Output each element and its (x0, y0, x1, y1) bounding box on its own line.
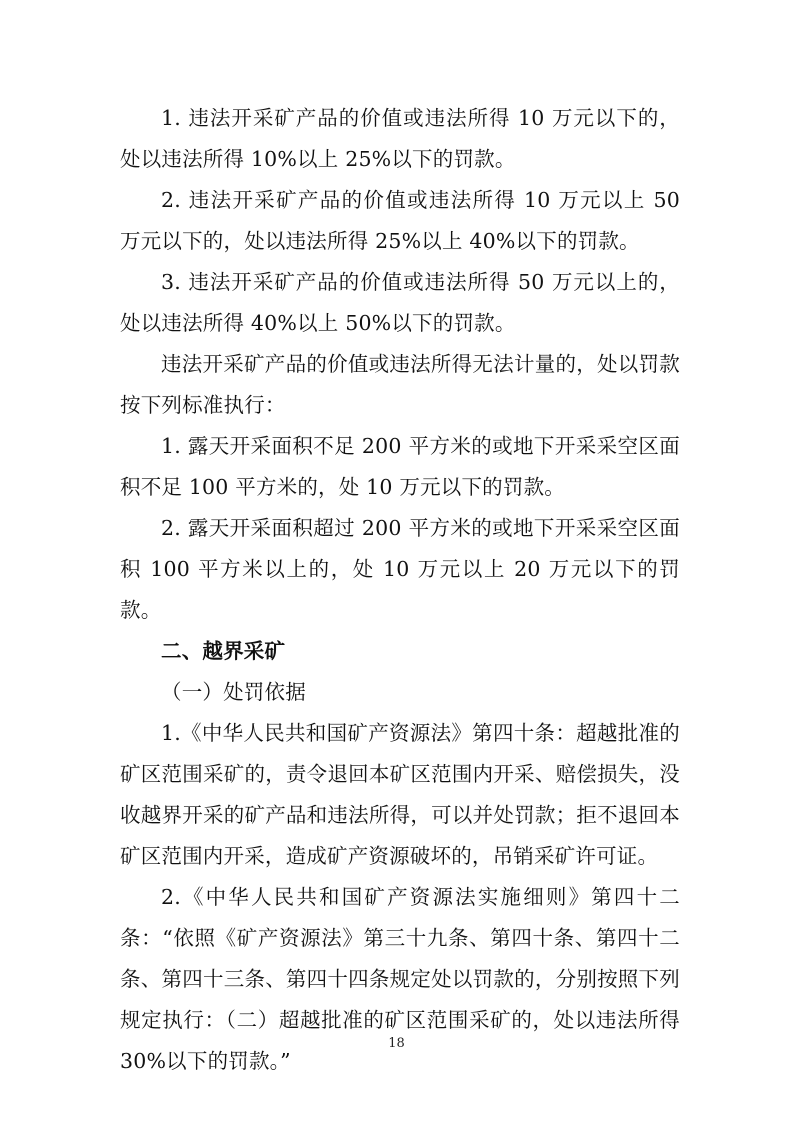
document-body (120, 98, 680, 1082)
penalty-rule-3: 3. 违法开采矿产品的价值或违法所得 50 万元以上的，处以违法所得 40%以上 50%以下的罚款。 (120, 270, 680, 335)
penalty-rule-2: 2. 违法开采矿产品的价值或违法所得 10 万元以上 50 万元以下的，处以违法所得 25%以上 40%以下的罚款。 (120, 188, 680, 253)
unmeasurable-value-intro: 违法开采矿产品的价值或违法所得无法计量的，处以罚款按下列标准执行： (120, 352, 680, 417)
area-rule-2: 2. 露天开采面积超过 200 平方米的或地下开采采空区面积 100 平方米以上的，处 10 万元以上 20 万元以下的罚款。 (120, 516, 680, 622)
section-heading: 二、越界采矿 (161, 639, 286, 663)
legal-basis-2: 2.《中华人民共和国矿产资源法实施细则》第四十二条：“依照《矿产资源法》第三十九条、第四十条、第四十二条、第四十三条、第四十四条规定处以罚款的，分别按照下列规定执行：（二）超越批准的矿区范围采矿的，处以违法所得 30%以下的罚款。” (120, 885, 680, 1073)
legal-basis-1: 1.《中华人民共和国矿产资源法》第四十条：超越批准的矿区范围采矿的，责令退回本矿区范围内开采、赔偿损失，没收越界开采的矿产品和违法所得，可以并处罚款；拒不退回本矿区范围内开采，造成矿产资源破坏的，吊销采矿许可证。 (120, 721, 680, 868)
page-number: 18 (388, 1036, 405, 1051)
subsection-heading: （一）处罚依据 (161, 680, 306, 704)
penalty-rule-1: 1. 违法开采矿产品的价值或违法所得 10 万元以下的，处以违法所得 10%以上 25%以下的罚款。 (120, 106, 680, 171)
area-rule-1: 1. 露天开采面积不足 200 平方米的或地下开采采空区面积不足 100 平方米的，处 10 万元以下的罚款。 (120, 434, 680, 499)
